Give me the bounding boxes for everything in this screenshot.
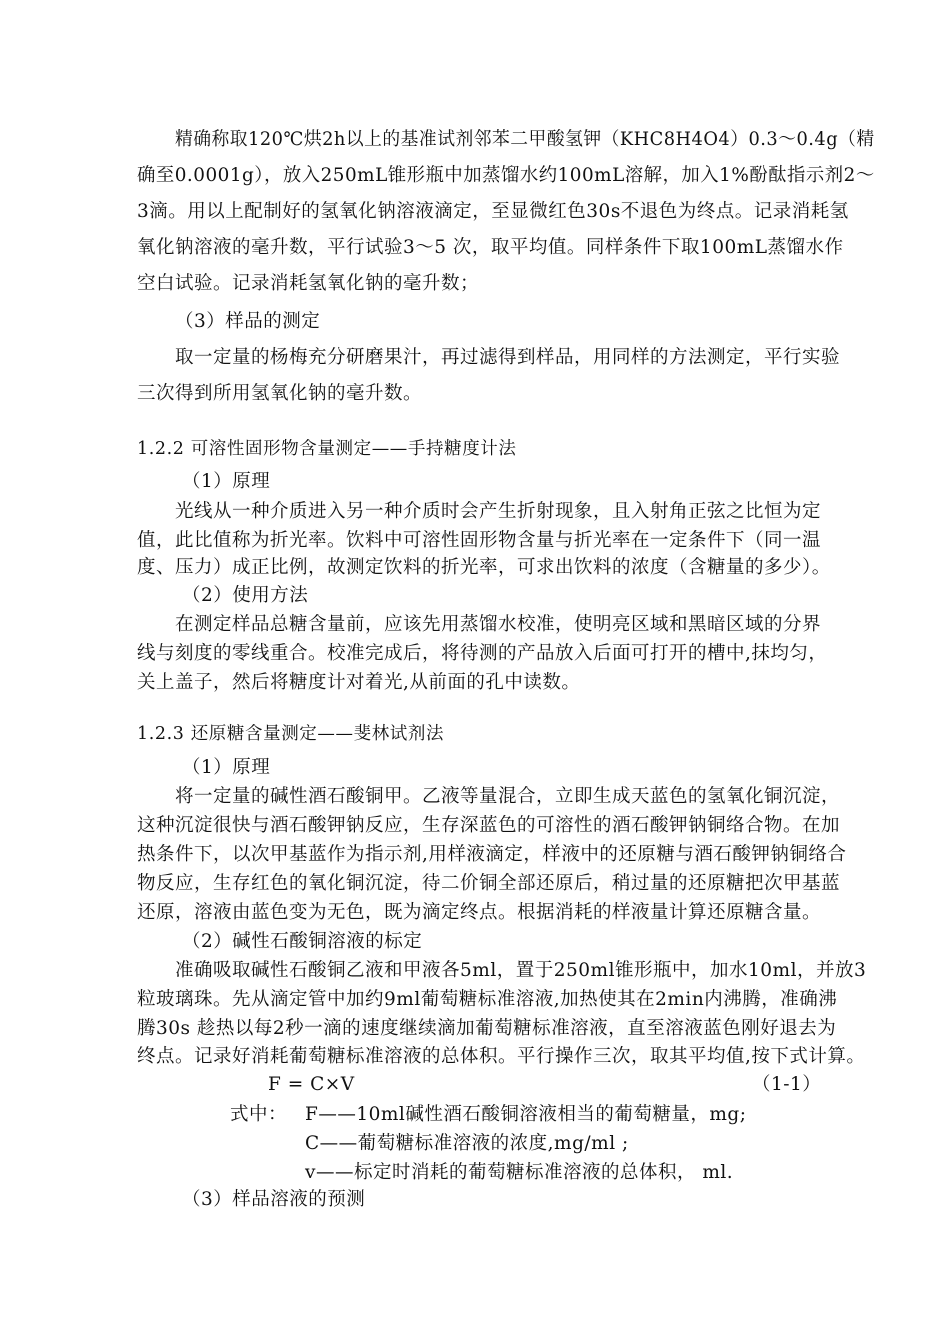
paragraph-line: 确至0.0001g），放入250mL锥形瓶中加蒸馏水约100mL溶解，加入1%酚酞指示剂2～ [137,165,875,186]
paragraph-line: 三次得到所用氢氧化钠的毫升数。 [137,383,423,404]
paragraph-line: 在测定样品总糖含量前，应该先用蒸馏水校准，使明亮区域和黑暗区域的分界 [175,614,822,635]
paragraph-line: 光线从一种介质进入另一种介质时会产生折射现象，且入射角正弦之比恒为定 [175,501,822,522]
paragraph-line: 粒玻璃珠。先从滴定管中加约9ml葡萄糖标准溶液,加热使其在2min内沸腾，准确沸 [137,989,838,1010]
paragraph-line: 这种沉淀很快与酒石酸钾钠反应，生存深蓝色的可溶性的酒石酸钾钠铜络合物。在加 [137,815,841,836]
paragraph-line: 氧化钠溶液的毫升数，平行试验3～5 次，取平均值。同样条件下取100mL蒸馏水作 [137,237,844,258]
paragraph-line: 取一定量的杨梅充分研磨果汁，再过滤得到样品，用同样的方法测定，平行实验 [175,347,841,368]
formula-where-label: 式中： [230,1104,288,1125]
formula-definition: F——10ml碱性酒石酸铜溶液相当的葡萄糖量，mg; [305,1104,747,1125]
paragraph-line: 热条件下，以次甲基蓝作为指示剂,用样液滴定，样液中的还原糖与酒石酸钾钠铜络合 [137,844,847,865]
subheading: （2）碱性石酸铜溶液的标定 [182,931,423,952]
subheading: （3）样品溶液的预测 [182,1189,366,1210]
formula-definition: C——葡萄糖标准溶液的浓度,mg/ml ; [305,1133,629,1154]
paragraph-line: 关上盖子，然后将糖度计对着光,从前面的孔中读数。 [137,672,581,693]
formula-definition: v——标定时消耗的葡萄糖标准溶液的总体积， ml. [305,1162,734,1183]
subheading: （3）样品的测定 [175,311,321,332]
paragraph-line: 准确吸取碱性石酸铜乙液和甲液各5ml，置于250ml锥形瓶中，加水10ml，并放3 [175,960,867,981]
paragraph-line: 还原，溶液由蓝色变为无色，既为滴定终点。根据消耗的样液量计算还原糖含量。 [137,902,822,923]
subheading: （1）原理 [182,757,271,778]
section-heading: 1.2.3 还原糖含量测定——斐林试剂法 [137,724,445,744]
section-heading: 1.2.2 可溶性固形物含量测定——手持糖度计法 [137,439,517,459]
paragraph-line: 值，此比值称为折光率。饮料中可溶性固形物含量与折光率在一定条件下（同一温 [137,530,822,551]
paragraph-line: 精确称取120℃烘2h以上的基准试剂邻苯二甲酸氢钾（KHC8H4O4）0.3～0.4g（精 [175,129,875,150]
paragraph-line: 物反应，生存红色的氧化铜沉淀，待二价铜全部还原后，稍过量的还原糖把次甲基蓝 [137,873,841,894]
paragraph-line: 终点。记录好消耗葡萄糖标准溶液的总体积。平行操作三次，取其平均值,按下式计算。 [137,1046,866,1067]
paragraph-line: 将一定量的碱性酒石酸铜甲。乙液等量混合，立即生成天蓝色的氢氧化铜沉淀， [175,786,841,807]
paragraph-line: 线与刻度的零线重合。校准完成后，将待测的产品放入后面可打开的槽中,抹均匀， [137,643,828,664]
subheading: （1）原理 [182,471,271,492]
paragraph-line: 度、压力）成正比例，故测定饮料的折光率，可求出饮料的浓度（含糖量的多少）。 [137,557,831,578]
subheading: （2）使用方法 [182,585,309,606]
paragraph-line: 3滴。用以上配制好的氢氧化钠溶液滴定，至显微红色30s不退色为终点。记录消耗氢 [137,201,849,222]
paragraph-line: 空白试验。记录消耗氢氧化钠的毫升数； [137,273,480,294]
formula-number: （1-1） [752,1074,822,1095]
paragraph-line: 腾30s 趁热以每2秒一滴的速度继续滴加葡萄糖标准溶液，直至溶液蓝色刚好退去为 [137,1018,837,1039]
formula: F = C×V [268,1074,355,1095]
